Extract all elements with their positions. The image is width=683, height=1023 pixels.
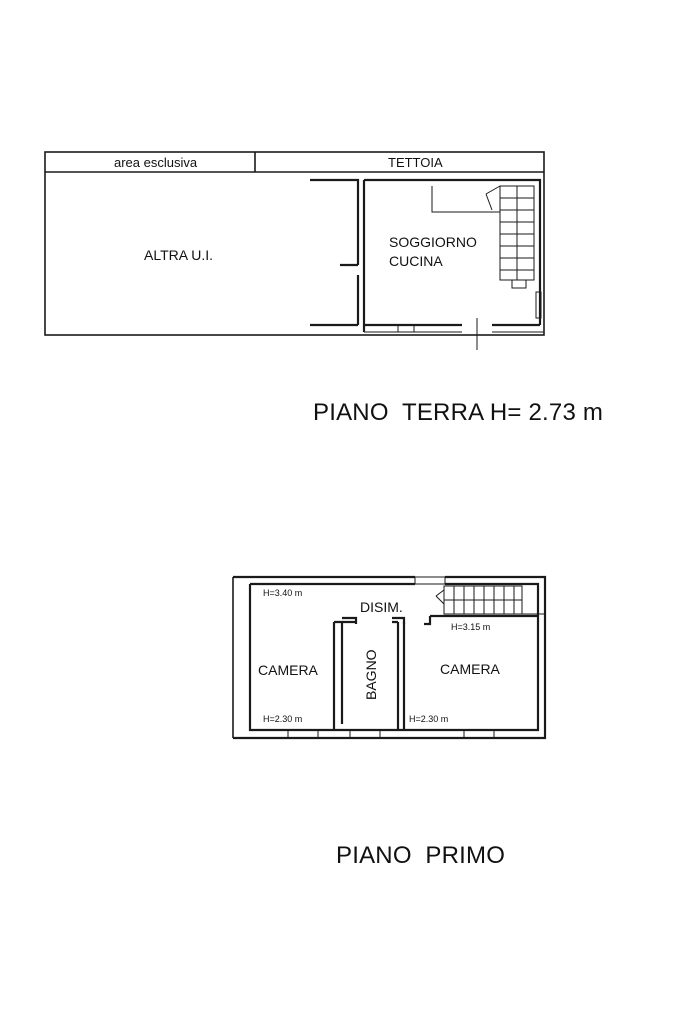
kitchen-counter	[432, 186, 500, 212]
label-soggiorno: SOGGIORNO	[389, 234, 477, 250]
label-bagno: BAGNO	[363, 649, 379, 700]
label-cucina: CUCINA	[389, 253, 443, 269]
label-h-230-left: H=2.30 m	[263, 714, 303, 724]
label-h-340: H=3.40 m	[263, 588, 303, 598]
ground-floor-plan	[45, 152, 544, 350]
label-camera-right: CAMERA	[440, 661, 500, 677]
label-h-230-right: H=2.30 m	[409, 714, 449, 724]
window-camera-left	[288, 730, 318, 738]
caption-piano-terra: PIANO TERRA H= 2.73 m	[313, 399, 604, 426]
label-h-315: H=3.15 m	[451, 622, 491, 632]
label-camera-left: CAMERA	[258, 662, 318, 678]
first-floor-stair	[436, 586, 545, 614]
top-opening	[415, 577, 445, 584]
ground-stair	[486, 186, 534, 288]
party-wall	[310, 180, 358, 325]
caption-piano-primo: PIANO PRIMO	[336, 842, 506, 869]
first-floor-plan	[233, 577, 545, 738]
window-bagno	[350, 730, 380, 738]
label-tettoia: TETTOIA	[388, 155, 443, 170]
label-area-esclusiva: area esclusiva	[114, 155, 198, 170]
label-altra-ui: ALTRA U.I.	[144, 247, 213, 263]
window-camera-right	[464, 730, 494, 738]
disim-walls	[342, 618, 404, 624]
label-disim: DISIM.	[360, 599, 403, 615]
